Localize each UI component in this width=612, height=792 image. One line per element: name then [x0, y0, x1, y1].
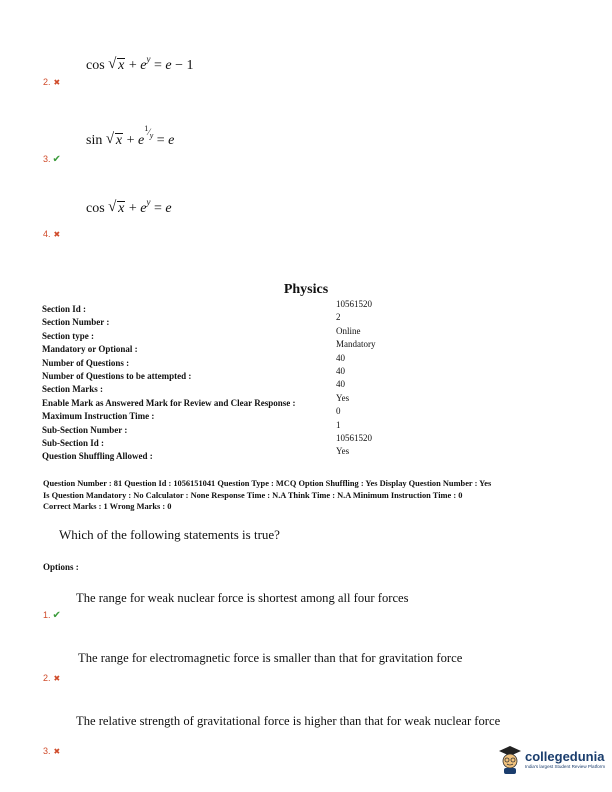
wrong-mark-icon: ✖: [53, 747, 61, 756]
correct-check-icon: ✔: [52, 610, 61, 621]
option-3-text[interactable]: The relative strength of gravitational force is higher than that for weak nuclear force: [76, 714, 501, 728]
section-row: Section type : Online: [42, 325, 361, 341]
section-row: Section Id : 10561520: [42, 299, 372, 314]
section-row: Section Number : 2: [42, 312, 341, 328]
prev-option-3-formula: sin √ $x + e^{^1⁄_y} = e$: [86, 124, 174, 149]
section-title: Physics: [283, 282, 329, 297]
section-row: Number of Questions to be attempted : 40: [42, 365, 345, 381]
wrong-mark-icon: ✖: [53, 674, 61, 683]
question-meta-line: Is Question Mandatory : No Calculator : None Response Time : N.A Think Time : N.A Minimum Instruction Time : 0: [43, 490, 463, 500]
question-metadata: [43, 478, 588, 513]
wrong-mark-icon: ✖: [53, 78, 61, 87]
prev-option-3-number: 3. ✔: [43, 154, 61, 165]
section-row: Question Shuffling Allowed : Yes: [42, 446, 350, 462]
option-2-text[interactable]: The range for electromagnetic force is smaller than that for gravitation force: [78, 651, 463, 665]
wrong-mark-icon: ✖: [53, 230, 61, 239]
section-row: Section Marks : 40: [42, 379, 345, 395]
prev-option-2-formula: cos √ $x + e^y = e - 1$: [86, 54, 194, 74]
section-row: Enable Mark as Answered Mark for Review and Clear Response : Yes: [42, 392, 350, 408]
prev-option-4-number: 4. ✖: [43, 229, 61, 239]
section-info-table: [42, 299, 562, 460]
logo-wordmark: collegedunia: [525, 749, 605, 764]
question-meta-line: Question Number : 81 Question Id : 1056151041 Question Type : MCQ Option Shuffling : Yes Display Question Number : Yes: [43, 479, 492, 488]
prev-option-4-formula: cos √ $x + e^y = e$: [86, 197, 172, 217]
question-meta-line: Correct Marks : 1 Wrong Marks : 0: [43, 502, 172, 511]
option-2-number: 2. ✖: [43, 673, 61, 683]
prev-option-2-number: 2. ✖: [43, 77, 61, 87]
question-text: Which of the following statements is true?: [59, 527, 280, 542]
collegedunia-logo: [497, 744, 605, 774]
graduate-mascot-icon: [497, 744, 523, 774]
correct-check-icon: ✔: [52, 154, 61, 165]
section-row: Mandatory or Optional : Mandatory: [42, 339, 376, 355]
section-row: Sub-Section Number : 1: [42, 419, 341, 435]
option-1-text[interactable]: The range for weak nuclear force is shortest among all four forces: [76, 591, 409, 605]
option-1-number: 1. ✔: [43, 610, 61, 621]
option-3-number: 3. ✖: [43, 746, 61, 756]
logo-tagline: India's largest Student Review Platform: [525, 764, 606, 769]
section-row: Sub-Section Id : 10561520: [42, 432, 372, 448]
section-row: Number of Questions : 40: [42, 352, 345, 368]
options-label: Options :: [43, 562, 79, 572]
section-row: Maximum Instruction Time : 0: [42, 406, 341, 422]
